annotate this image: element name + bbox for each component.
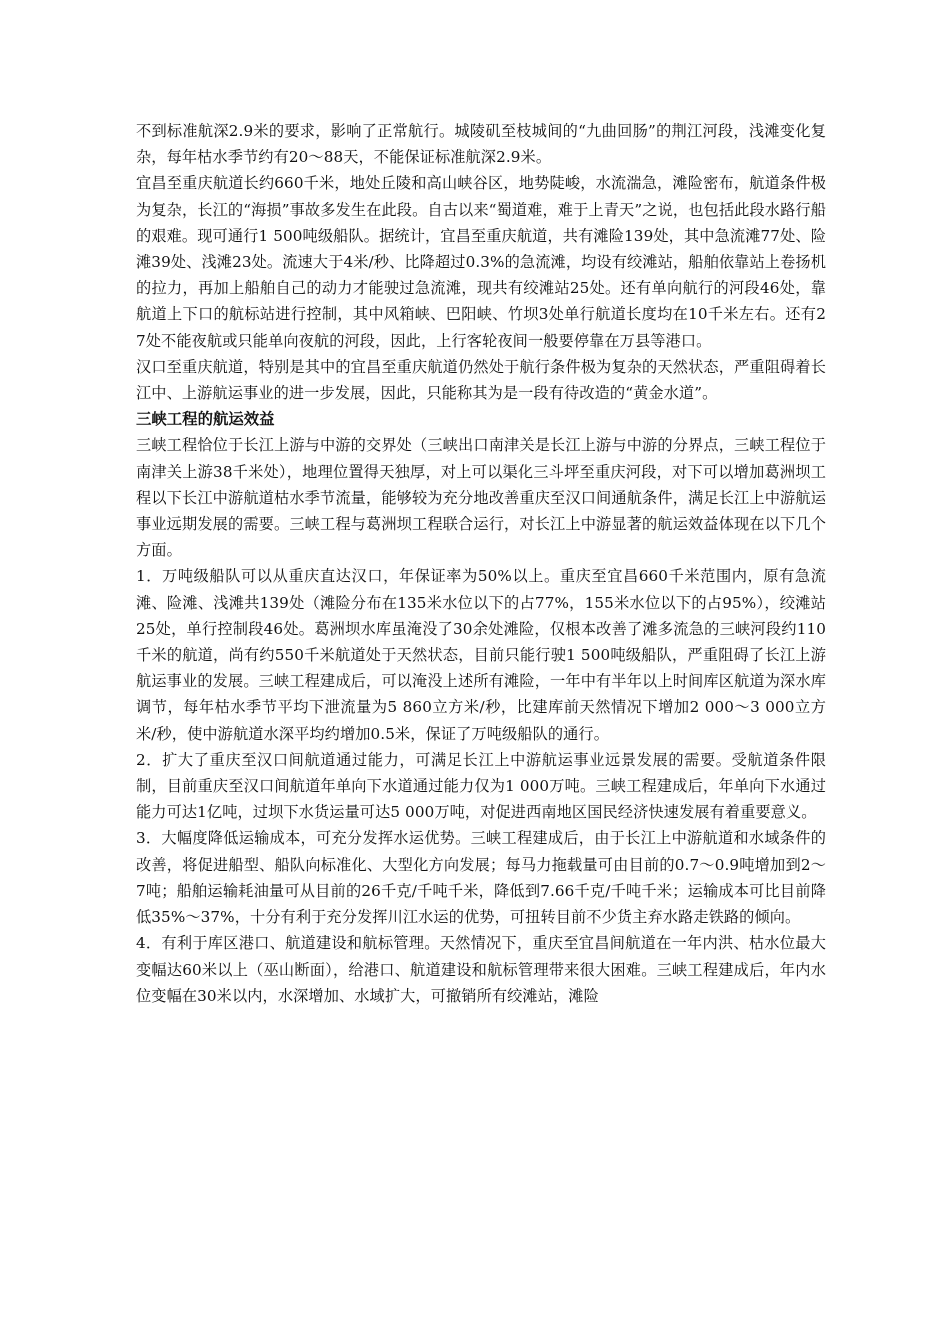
paragraph-item-1: 1．万吨级船队可以从重庆直达汉口，年保证率为50%以上。重庆至宜昌660千米范围内，原有急流滩、险滩、浅滩共139处（滩险分布在135米水位以下的占77%，155米水位以下的占95%），绞滩站25处，单行控制段46处。葛洲坝水库虽淹没了30余处滩险，仅根本改善了滩多流急的三峡河段约110千米的航道，尚有约550千米航道处于天然状态，目前只能行驶1 500吨级船队，严重阻碍了长江上游航运事业的发展。三峡工程建成后，可以淹没上述所有滩险，一年中有半年以上时间库区航道为深水库调节，每年枯水季节平均下泄流量为5 860立方米/秒，比建库前天然情况下增加2 000～3 000立方米/秒，使中游航道水深平均约增加0.5米，保证了万吨级船队的通行。 [136,567,826,743]
paragraph-yichang-chongqing: 宜昌至重庆航道长约660千米，地处丘陵和高山峡谷区，地势陡峻，水流湍急，滩险密布，航道条件极为复杂，长江的“海损”事故多发生在此段。自古以来“蜀道难，难于上青天”之说，也包括此段水路行船的艰难。现可通行1 500吨级船队。据统计，宜昌至重庆航道，共有滩险139处，其中急流滩77处、险滩39处、浅滩23处。流速大于4米/秒、比降超过0.3%的急流滩，均设有绞滩站，船舶依靠站上卷扬机的拉力，再加上船舶自己的动力才能驶过急流滩，现共有绞滩站25处。还有单向航行的河段46处，靠航道上下口的航标站进行控制，其中风箱峡、巴阳峡、竹坝3处单行航道长度均在10千米左右。还有27处不能夜航或只能单向夜航的河段，因此，上行客轮夜间一般要停靠在万县等港口。 [136,174,826,350]
paragraph-item-2: 2．扩大了重庆至汉口间航道通过能力，可满足长江上中游航运事业远景发展的需要。受航道条件限制，目前重庆至汉口间航道年单向下水道通过能力仅为1 000万吨。三峡工程建成后，年单向下水通过能力可达1亿吨，过坝下水货运量可达5 000万吨，对促进西南地区国民经济快速发展有着重要意义。 [136,750,826,822]
paragraph-intro: 三峡工程恰位于长江上游与中游的交界处（三峡出口南津关是长江上游与中游的分界点，三峡工程位于南津关上游38千米处），地理位置得天独厚，对上可以渠化三斗坪至重庆河段，对下可以增加葛洲坝工程以下长江中游航道枯水季节流量，能够较为充分地改善重庆至汉口间通航条件，满足长江上中游航运事业远期发展的需要。三峡工程与葛洲坝工程联合运行，对长江上中游显著的航运效益体现在以下几个方面。 [136,436,826,560]
section-heading: 三峡工程的航运效益 [136,410,275,429]
document-page [136,118,826,1009]
paragraph-item-3: 3．大幅度降低运输成本，可充分发挥水运优势。三峡工程建成后，由于长江上中游航道和水域条件的改善，将促进船型、船队向标准化、大型化方向发展；每马力拖载量可由目前的0.7～0.9吨增加到2～7吨；船舶运输耗油量可从目前的26千克/千吨千米，降低到7.66千克/千吨千米；运输成本可比目前降低35%～37%，十分有利于充分发挥川江水运的优势，可扭转目前不少货主弃水路走铁路的倾向。 [136,829,826,927]
paragraph-hankou-chongqing: 汉口至重庆航道，特别是其中的宜昌至重庆航道仍然处于航行条件极为复杂的天然状态，严重阻碍着长江中、上游航运事业的进一步发展，因此，只能称其为是一段有待改造的“黄金水道”。 [136,357,826,403]
paragraph-item-4: 4．有利于库区港口、航道建设和航标管理。天然情况下，重庆至宜昌间航道在一年内洪、枯水位最大变幅达60米以上（巫山断面），给港口、航道建设和航标管理带来很大困难。三峡工程建成后，年内水位变幅在30米以内，水深增加、水域扩大，可撤销所有绞滩站，滩险 [136,934,826,1005]
paragraph-jingjiang-depth: 不到标准航深2.9米的要求，影响了正常航行。城陵矶至枝城间的“九曲回肠”的荆江河段，浅滩变化复杂，每年枯水季节约有20～88天，不能保证标准航深2.9米。 [136,122,826,167]
